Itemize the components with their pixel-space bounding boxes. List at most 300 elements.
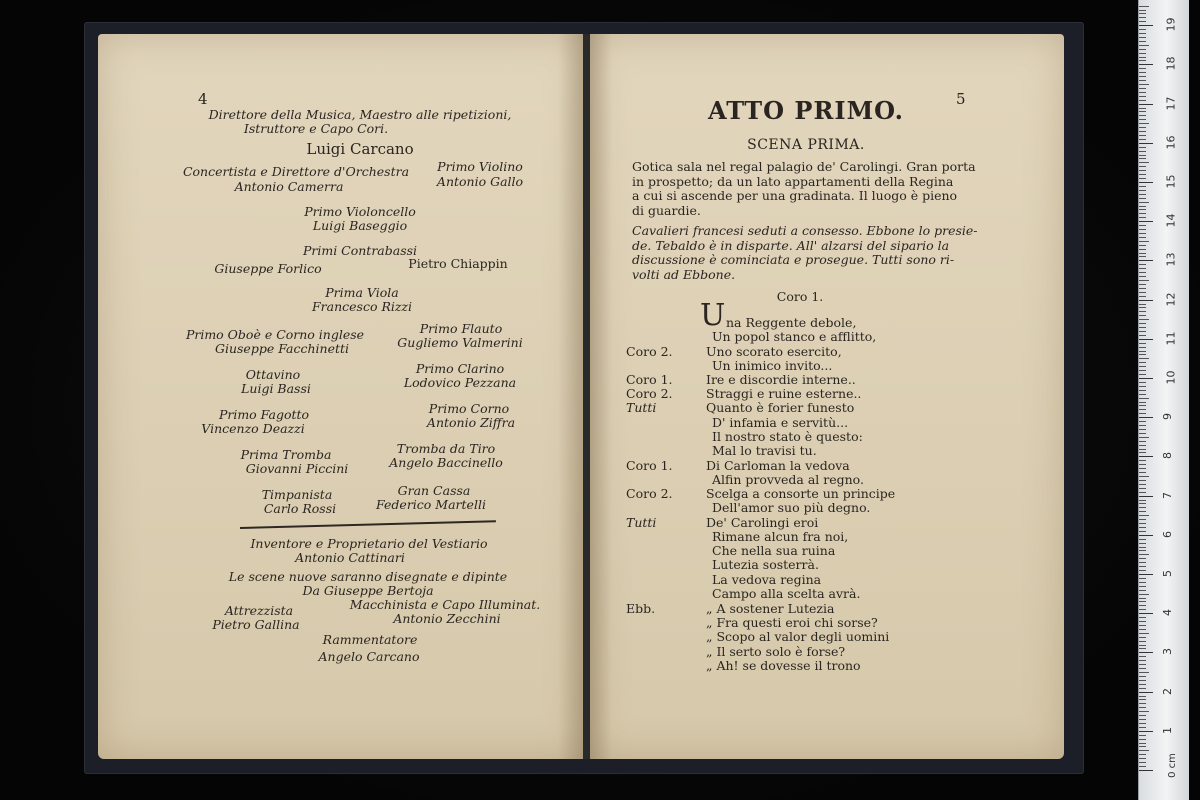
- credit-line: Francesco Rizzi: [311, 299, 413, 314]
- ruler-tick: [1139, 523, 1146, 524]
- speaker-label: Coro 2.: [626, 486, 673, 501]
- ruler-tick: [1139, 374, 1146, 375]
- ruler-tick: [1139, 715, 1146, 716]
- ruler-tick: [1139, 229, 1146, 230]
- ruler-tick: [1139, 590, 1146, 591]
- ruler-tick: [1139, 60, 1146, 61]
- ruler-number: 18: [1164, 56, 1178, 71]
- ruler-tick: [1139, 123, 1149, 124]
- credit-line: Primo Clarino: [415, 361, 505, 376]
- ruler-number: 5: [1161, 570, 1174, 577]
- credit-line: Antonio Ziffra: [426, 415, 516, 430]
- ruler-tick: [1139, 253, 1146, 254]
- measurement-ruler: [1138, 0, 1189, 800]
- credit-line: Lodovico Pezzana: [403, 375, 517, 390]
- ruler-tick: [1139, 45, 1149, 46]
- ruler-tick: [1139, 256, 1146, 257]
- credit-line: Attrezzista: [224, 603, 294, 618]
- credit-line: Federico Martelli: [376, 497, 486, 512]
- ruler-tick: [1139, 464, 1146, 465]
- ruler-tick: [1139, 449, 1146, 450]
- ruler-tick: [1139, 390, 1146, 391]
- ruler-tick: [1139, 735, 1146, 736]
- speaker-label: Coro 2.: [626, 344, 673, 359]
- credit-line: Angelo Carcano: [318, 649, 420, 664]
- ruler-tick: [1139, 131, 1146, 132]
- ruler-tick: [1139, 676, 1146, 677]
- credit-line: Antonio Cattinari: [295, 550, 405, 565]
- ruler-tick: [1139, 402, 1146, 403]
- ruler-tick: [1139, 668, 1146, 669]
- verse-line: Ire e discordie interne..: [706, 372, 856, 387]
- ruler-tick: [1139, 621, 1146, 622]
- ruler-number: 15: [1164, 174, 1178, 189]
- verse-line: „ Ah! se dovesse il trono: [706, 658, 861, 673]
- ruler-tick: [1139, 609, 1146, 610]
- ruler-tick: [1139, 84, 1149, 85]
- ruler-tick: [1139, 480, 1146, 481]
- right-page-number: 5: [956, 90, 966, 108]
- ruler-tick: [1139, 515, 1149, 516]
- verse-line: La vedova regina: [712, 572, 822, 587]
- ruler-tick: [1139, 119, 1146, 120]
- direction-line: in prospetto; da un lato appartamenti della Regina: [632, 173, 954, 189]
- credit-line: Istruttore e Capo Cori.: [243, 121, 389, 136]
- ruler-tick: [1139, 500, 1146, 501]
- direction-line: Gotica sala nel regal palagio de' Carolingi. Gran porta: [632, 159, 976, 174]
- ruler-tick: [1139, 601, 1146, 602]
- credit-line: Angelo Baccinello: [389, 455, 503, 470]
- ruler-tick: [1139, 445, 1146, 446]
- ruler-tick: [1139, 213, 1146, 214]
- direction-line: Cavalieri francesi seduti a consesso. Ebbone lo presie-: [632, 223, 978, 238]
- ruler-tick: [1139, 531, 1146, 532]
- ruler-tick: [1139, 307, 1146, 308]
- ruler-tick: [1139, 582, 1146, 583]
- ruler-tick: [1139, 754, 1146, 755]
- ruler-tick: [1139, 166, 1146, 167]
- ruler-number: 9: [1161, 413, 1174, 421]
- verse-line: Campo alla scelta avrà.: [712, 586, 861, 601]
- ruler-tick: [1139, 507, 1146, 508]
- credit-line: Primo Violoncello: [304, 204, 416, 219]
- verse-line: „ Scopo al valor degli uomini: [706, 629, 890, 644]
- ruler-tick: [1139, 562, 1146, 563]
- ruler-tick: [1139, 292, 1146, 293]
- verse-line: Un inimico invito...: [712, 358, 833, 373]
- credit-line: Primo Flauto: [419, 321, 503, 336]
- ruler-tick: [1139, 268, 1146, 269]
- ruler-tick: [1139, 750, 1149, 751]
- ruler-tick: [1139, 570, 1146, 571]
- ruler-tick: [1139, 354, 1146, 355]
- ruler-tick: [1139, 174, 1146, 175]
- ruler-tick: [1139, 241, 1149, 242]
- ruler-tick: [1139, 578, 1146, 579]
- ruler-tick: [1139, 503, 1146, 504]
- credit-line: Luigi Baseggio: [312, 218, 408, 233]
- direction-line: discussione è cominciata e prosegue. Tutti sono ri-: [632, 252, 955, 267]
- verse-line: Dell'amor suo più degno.: [712, 500, 871, 515]
- verse-line: Uno scorato esercito,: [706, 344, 842, 359]
- ruler-number: 4: [1161, 609, 1174, 617]
- ruler-number: 10: [1164, 370, 1178, 385]
- verse-line: Il nostro stato è questo:: [712, 429, 863, 444]
- ruler-tick: [1139, 664, 1146, 665]
- credit-line: Pietro Gallina: [212, 617, 300, 632]
- ruler-number: 1: [1161, 726, 1174, 734]
- verse-line: Alfin provveda al regno.: [712, 472, 864, 487]
- ruler-tick: [1139, 296, 1146, 297]
- ruler-tick: [1139, 304, 1146, 305]
- credit-line: Gran Cassa: [397, 483, 471, 498]
- ruler-number: 3: [1161, 648, 1174, 656]
- ruler-tick: [1139, 594, 1149, 595]
- ruler-number: 2: [1161, 687, 1174, 695]
- ruler-tick: [1139, 49, 1146, 50]
- ruler-tick: [1139, 699, 1146, 700]
- ruler-tick: [1139, 437, 1149, 438]
- ruler-tick: [1139, 233, 1146, 234]
- left-page-number: 4: [198, 90, 208, 108]
- ruler-tick: [1139, 202, 1149, 203]
- credit-line: Ottavino: [245, 367, 301, 382]
- ruler-number: 17: [1164, 96, 1178, 111]
- ruler-tick: [1139, 104, 1153, 105]
- ruler-number: 7: [1161, 491, 1174, 499]
- verse-line: Un popol stanco e afflitto,: [712, 329, 877, 344]
- ruler-tick: [1139, 629, 1146, 630]
- speaker-label: Tutti: [626, 400, 657, 415]
- ruler-tick: [1139, 158, 1146, 159]
- ruler-number: 13: [1164, 252, 1178, 267]
- coro-heading: Coro 1.: [776, 289, 824, 304]
- ruler-tick: [1139, 147, 1146, 148]
- credit-line: Primo Corno: [428, 401, 510, 416]
- ruler-tick: [1139, 762, 1146, 763]
- ruler-tick: [1139, 249, 1146, 250]
- ruler-tick: [1139, 358, 1149, 359]
- credit-line: Vincenzo Deazzi: [201, 421, 305, 436]
- credit-line: Antonio Camerra: [234, 179, 344, 194]
- ruler-tick: [1139, 315, 1146, 316]
- ruler-tick: [1139, 111, 1146, 112]
- ruler-tick: [1139, 656, 1146, 657]
- ruler-tick: [1139, 468, 1146, 469]
- credit-line: Prima Tromba: [240, 447, 332, 462]
- ruler-tick: [1139, 264, 1146, 265]
- ruler-tick: [1139, 688, 1146, 689]
- credit-line: Antonio Gallo: [436, 174, 524, 189]
- ruler-tick: [1139, 660, 1146, 661]
- ruler-tick: [1139, 72, 1146, 73]
- ruler-tick: [1139, 543, 1146, 544]
- ruler-tick: [1139, 637, 1146, 638]
- ruler-unit-label: 0 cm: [1166, 753, 1178, 778]
- ruler-tick: [1139, 41, 1146, 42]
- credit-line: Primo Violino: [437, 159, 523, 174]
- ruler-tick: [1139, 652, 1153, 653]
- ruler-tick: [1139, 319, 1149, 320]
- credit-line: Giuseppe Facchinetti: [214, 341, 350, 356]
- ruler-tick: [1139, 554, 1149, 555]
- ruler-tick: [1139, 488, 1146, 489]
- drop-cap: U: [700, 298, 726, 333]
- credit-line: Inventore e Proprietario del Vestiario: [250, 536, 488, 551]
- ruler-tick: [1139, 96, 1146, 97]
- ruler-tick: [1139, 339, 1153, 340]
- verse-line: na Reggente debole,: [726, 315, 857, 330]
- ruler-tick: [1139, 13, 1146, 14]
- speaker-label: Coro 1.: [626, 372, 673, 387]
- ruler-tick: [1139, 613, 1153, 614]
- ruler-tick: [1139, 300, 1153, 301]
- ruler-tick: [1139, 362, 1146, 363]
- ruler-tick: [1139, 221, 1153, 222]
- ruler-tick: [1139, 633, 1149, 634]
- ruler-tick: [1139, 417, 1153, 418]
- ruler-tick: [1139, 170, 1146, 171]
- speaker-label: Coro 1.: [626, 458, 673, 473]
- verse-line: Rimane alcun fra noi,: [712, 529, 849, 544]
- verse-line: „ A sostener Lutezia: [706, 601, 835, 616]
- ruler-tick: [1139, 441, 1146, 442]
- credit-line: Giuseppe Forlico: [214, 261, 322, 276]
- ruler-tick: [1139, 127, 1146, 128]
- ruler-tick: [1139, 413, 1146, 414]
- speaker-label: Ebb.: [626, 601, 656, 616]
- ruler-tick: [1139, 57, 1146, 58]
- verse-line: D' infamia e servitù...: [712, 415, 849, 430]
- ruler-tick: [1139, 547, 1146, 548]
- credit-line: Giovanni Piccini: [245, 461, 349, 476]
- ruler-tick: [1139, 460, 1146, 461]
- ruler-tick: [1139, 29, 1146, 30]
- ruler-tick: [1139, 276, 1146, 277]
- ruler-tick: [1139, 598, 1146, 599]
- ruler-tick: [1139, 496, 1153, 497]
- ruler-tick: [1139, 539, 1146, 540]
- credit-line: Luigi Bassi: [241, 381, 311, 396]
- ruler-tick: [1139, 452, 1146, 453]
- ruler-tick: [1139, 743, 1146, 744]
- ruler-tick: [1139, 331, 1146, 332]
- ruler-number: 19: [1164, 17, 1178, 32]
- direction-line: di guardie.: [632, 202, 701, 218]
- ruler-tick: [1139, 139, 1146, 140]
- verse-line: Mal lo travisi tu.: [712, 443, 817, 458]
- ruler-tick: [1139, 421, 1146, 422]
- ruler-tick: [1139, 162, 1149, 163]
- ruler-tick: [1139, 527, 1146, 528]
- ruler-tick: [1139, 327, 1146, 328]
- ruler-tick: [1139, 288, 1146, 289]
- scene-heading: SCENA PRIMA.: [747, 137, 865, 153]
- ruler-tick: [1139, 723, 1146, 724]
- direction-line: volti ad Ebbone.: [632, 266, 736, 282]
- ruler-tick: [1139, 394, 1146, 395]
- ruler-tick: [1139, 155, 1146, 156]
- ruler-tick: [1139, 719, 1146, 720]
- ruler-tick: [1139, 492, 1146, 493]
- ruler-tick: [1139, 272, 1146, 273]
- verse-line: „ Fra questi eroi chi sorse?: [706, 615, 878, 630]
- ruler-tick: [1139, 370, 1146, 371]
- ruler-tick: [1139, 727, 1146, 728]
- ruler-tick: [1139, 108, 1146, 109]
- ruler-tick: [1139, 378, 1153, 379]
- ruler-number: 12: [1164, 292, 1178, 307]
- credit-line: Antonio Zecchini: [393, 611, 501, 626]
- speaker-label: Coro 2.: [626, 386, 673, 401]
- verse-line: Straggi e ruine esterne..: [706, 386, 862, 401]
- ruler-tick: [1139, 366, 1146, 367]
- direction-line: a cui si ascende per una gradinata. Il luogo è pieno: [632, 188, 958, 203]
- ruler-tick: [1139, 10, 1146, 11]
- ruler-tick: [1139, 405, 1146, 406]
- ruler-tick: [1139, 433, 1146, 434]
- ruler-tick: [1139, 245, 1146, 246]
- ruler-tick: [1139, 237, 1146, 238]
- ruler-tick: [1139, 425, 1146, 426]
- credit-line: Direttore della Musica, Maestro alle ripetizioni,: [208, 107, 512, 122]
- ruler-tick: [1139, 92, 1146, 93]
- ruler-tick: [1139, 550, 1146, 551]
- ruler-tick: [1139, 115, 1146, 116]
- ruler-tick: [1139, 335, 1146, 336]
- credit-line: Luigi Carcano: [306, 140, 414, 158]
- ruler-tick: [1139, 692, 1153, 693]
- verse-line: Scelga a consorte un principe: [706, 486, 896, 501]
- verse-line: De' Carolingi eroi: [706, 515, 819, 530]
- credit-line: Da Giuseppe Bertoja: [302, 583, 434, 598]
- ruler-tick: [1139, 260, 1153, 261]
- ruler-tick: [1139, 225, 1146, 226]
- ruler-tick: [1139, 217, 1146, 218]
- ruler-number: 14: [1164, 213, 1178, 228]
- ruler-tick: [1139, 696, 1146, 697]
- ruler-tick: [1139, 731, 1153, 732]
- credit-line: Le scene nuove saranno disegnate e dipinte: [228, 569, 508, 584]
- ruler-tick: [1139, 80, 1146, 81]
- ruler-tick: [1139, 456, 1153, 457]
- ruler-tick: [1139, 758, 1146, 759]
- ruler-tick: [1139, 409, 1146, 410]
- ruler-tick: [1139, 323, 1146, 324]
- credit-line: Tromba da Tiro: [396, 441, 496, 456]
- verse-line: Quanto è forier funesto: [706, 400, 855, 415]
- ruler-tick: [1139, 648, 1146, 649]
- ruler-number: 11: [1164, 331, 1178, 346]
- ruler-tick: [1139, 182, 1153, 183]
- credit-line: Rammentatore: [322, 632, 418, 647]
- ruler-tick: [1139, 64, 1153, 65]
- ruler-number: 8: [1161, 452, 1174, 460]
- ruler-tick: [1139, 472, 1146, 473]
- ruler-tick: [1139, 135, 1146, 136]
- ruler-tick: [1139, 711, 1149, 712]
- ruler-tick: [1139, 703, 1146, 704]
- ruler-tick: [1139, 605, 1146, 606]
- ruler-tick: [1139, 566, 1146, 567]
- ruler-tick: [1139, 519, 1146, 520]
- ruler-tick: [1139, 347, 1146, 348]
- ruler-tick: [1139, 33, 1146, 34]
- speaker-label: Tutti: [626, 515, 657, 530]
- ruler-tick: [1139, 351, 1146, 352]
- credit-line: Primo Oboè e Corno inglese: [185, 327, 365, 342]
- ruler-tick: [1139, 88, 1146, 89]
- ruler-tick: [1139, 206, 1146, 207]
- ruler-tick: [1139, 151, 1146, 152]
- ruler-tick: [1139, 68, 1146, 69]
- ruler-tick: [1139, 739, 1146, 740]
- ruler-tick: [1139, 707, 1146, 708]
- ruler-number: 16: [1164, 135, 1178, 150]
- ruler-tick: [1139, 194, 1146, 195]
- ruler-tick: [1139, 311, 1146, 312]
- ruler-tick: [1139, 17, 1146, 18]
- credit-line: Macchinista e Capo Illuminat.: [349, 597, 541, 612]
- ruler-tick: [1139, 672, 1149, 673]
- ruler-tick: [1139, 586, 1146, 587]
- credit-line: Primo Fagotto: [218, 407, 310, 422]
- ruler-tick: [1139, 476, 1149, 477]
- direction-line: de. Tebaldo è in disparte. All' alzarsi del sipario la: [632, 237, 950, 253]
- verse-line: „ Il serto solo è forse?: [706, 644, 846, 659]
- verse-line: Che nella sua ruina: [712, 543, 836, 558]
- ruler-tick: [1139, 574, 1153, 575]
- ruler-tick: [1139, 386, 1146, 387]
- ruler-tick: [1139, 25, 1153, 26]
- ruler-tick: [1139, 280, 1149, 281]
- credit-line: Pietro Chiappin: [408, 256, 508, 271]
- verse-line: Di Carloman la vedova: [706, 458, 850, 473]
- ruler-tick: [1139, 284, 1146, 285]
- ruler-tick: [1139, 680, 1146, 681]
- credit-line: Prima Viola: [325, 285, 399, 300]
- ruler-tick: [1139, 178, 1146, 179]
- ruler-tick: [1139, 76, 1146, 77]
- ruler-tick: [1139, 625, 1146, 626]
- ruler-tick: [1139, 511, 1146, 512]
- ruler-tick: [1139, 198, 1146, 199]
- ruler-tick: [1139, 186, 1146, 187]
- ruler-tick: [1139, 343, 1146, 344]
- ruler-tick: [1139, 382, 1146, 383]
- ruler-tick: [1139, 37, 1146, 38]
- ruler-tick: [1139, 746, 1146, 747]
- ruler-number: 6: [1161, 530, 1174, 538]
- ruler-tick: [1139, 398, 1149, 399]
- credit-line: Primi Contrabassi: [302, 243, 418, 258]
- ruler-tick: [1139, 535, 1153, 536]
- ruler-tick: [1139, 429, 1146, 430]
- ruler-tick: [1139, 100, 1146, 101]
- credit-line: Gugliemo Valmerini: [397, 335, 523, 350]
- ruler-tick: [1139, 53, 1146, 54]
- ruler-tick: [1139, 766, 1146, 767]
- ruler-tick: [1139, 190, 1146, 191]
- credit-line: Concertista e Direttore d'Orchestra: [182, 164, 410, 179]
- act-heading: ATTO PRIMO.: [707, 96, 905, 125]
- ruler-tick: [1139, 21, 1146, 22]
- credit-line: Carlo Rossi: [263, 501, 337, 516]
- ruler-tick: [1139, 6, 1149, 7]
- ruler-tick: [1139, 684, 1146, 685]
- verse-line: Lutezia sosterrà.: [712, 557, 819, 572]
- ruler-tick: [1139, 770, 1153, 771]
